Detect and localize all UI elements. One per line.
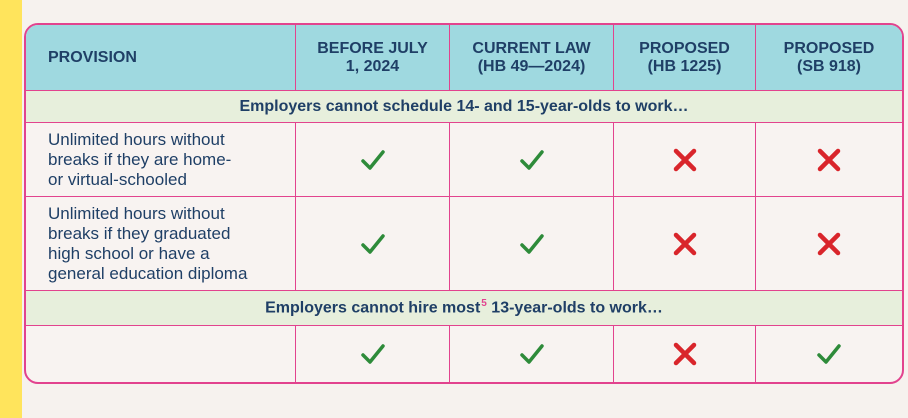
provision-line: breaks if they graduated <box>48 223 231 243</box>
check-icon <box>816 341 842 367</box>
yellow-accent-bar <box>0 0 22 418</box>
header-before-july-2024 <box>296 25 450 91</box>
cross-icon <box>672 147 698 173</box>
header-hb1225-line2: (HB 1225) <box>647 57 722 75</box>
provision-text-row-1 <box>48 130 231 190</box>
check-icon <box>519 341 545 367</box>
cross-icon <box>816 231 842 257</box>
provision-line: Unlimited hours without <box>48 129 225 149</box>
mark-cell <box>296 197 450 291</box>
mark-cell <box>756 123 902 197</box>
provision-line: general education diploma <box>48 263 248 283</box>
section-heading-14-15 <box>26 91 902 123</box>
header-current-line2: (HB 49—2024) <box>477 57 586 75</box>
mark-cell <box>614 326 756 382</box>
provision-line: high school or have a <box>48 243 210 263</box>
header-proposed-hb1225 <box>614 25 756 91</box>
section-heading-13-part1: Employers cannot hire most <box>265 299 481 317</box>
provision-line: or virtual-schooled <box>48 169 187 189</box>
header-provision-label: PROVISION <box>48 48 137 66</box>
mark-cell <box>450 326 614 382</box>
mark-cell <box>614 197 756 291</box>
provisions-table <box>24 23 904 384</box>
section-heading-13-part2: 13-year-olds to work… <box>486 299 663 317</box>
check-icon <box>360 231 386 257</box>
mark-cell <box>296 326 450 382</box>
mark-cell <box>296 123 450 197</box>
header-current-line1: CURRENT LAW <box>472 39 591 57</box>
mark-cell <box>614 123 756 197</box>
provision-cell-row-2 <box>26 197 296 291</box>
mark-cell <box>756 326 902 382</box>
check-icon <box>360 147 386 173</box>
header-sb918-line1: PROPOSED <box>783 39 875 57</box>
header-before-line2: 1, 2024 <box>345 57 400 75</box>
section-heading-13 <box>26 291 902 326</box>
section-heading-13-text <box>265 298 663 317</box>
cross-icon <box>672 231 698 257</box>
header-provision <box>26 25 296 91</box>
footnote-marker: 5 <box>481 298 487 310</box>
header-current-law <box>450 25 614 91</box>
provision-line: breaks if they are home- <box>48 149 232 169</box>
mark-cell <box>450 197 614 291</box>
check-icon <box>519 147 545 173</box>
header-proposed-sb918 <box>756 25 902 91</box>
cross-icon <box>672 341 698 367</box>
mark-cell <box>756 197 902 291</box>
provision-cell-row-3 <box>26 326 296 382</box>
header-before-line1: BEFORE JULY <box>317 39 428 57</box>
header-hb1225-line1: PROPOSED <box>639 39 730 57</box>
check-icon <box>519 231 545 257</box>
provision-cell-row-1 <box>26 123 296 197</box>
cross-icon <box>816 147 842 173</box>
section-heading-14-15-text: Employers cannot schedule 14- and 15-year-olds to work… <box>239 97 689 115</box>
provision-text-row-2 <box>48 204 247 284</box>
header-sb918-line2: (SB 918) <box>796 57 862 75</box>
mark-cell <box>450 123 614 197</box>
provision-line: Unlimited hours without <box>48 203 225 223</box>
check-icon <box>360 341 386 367</box>
